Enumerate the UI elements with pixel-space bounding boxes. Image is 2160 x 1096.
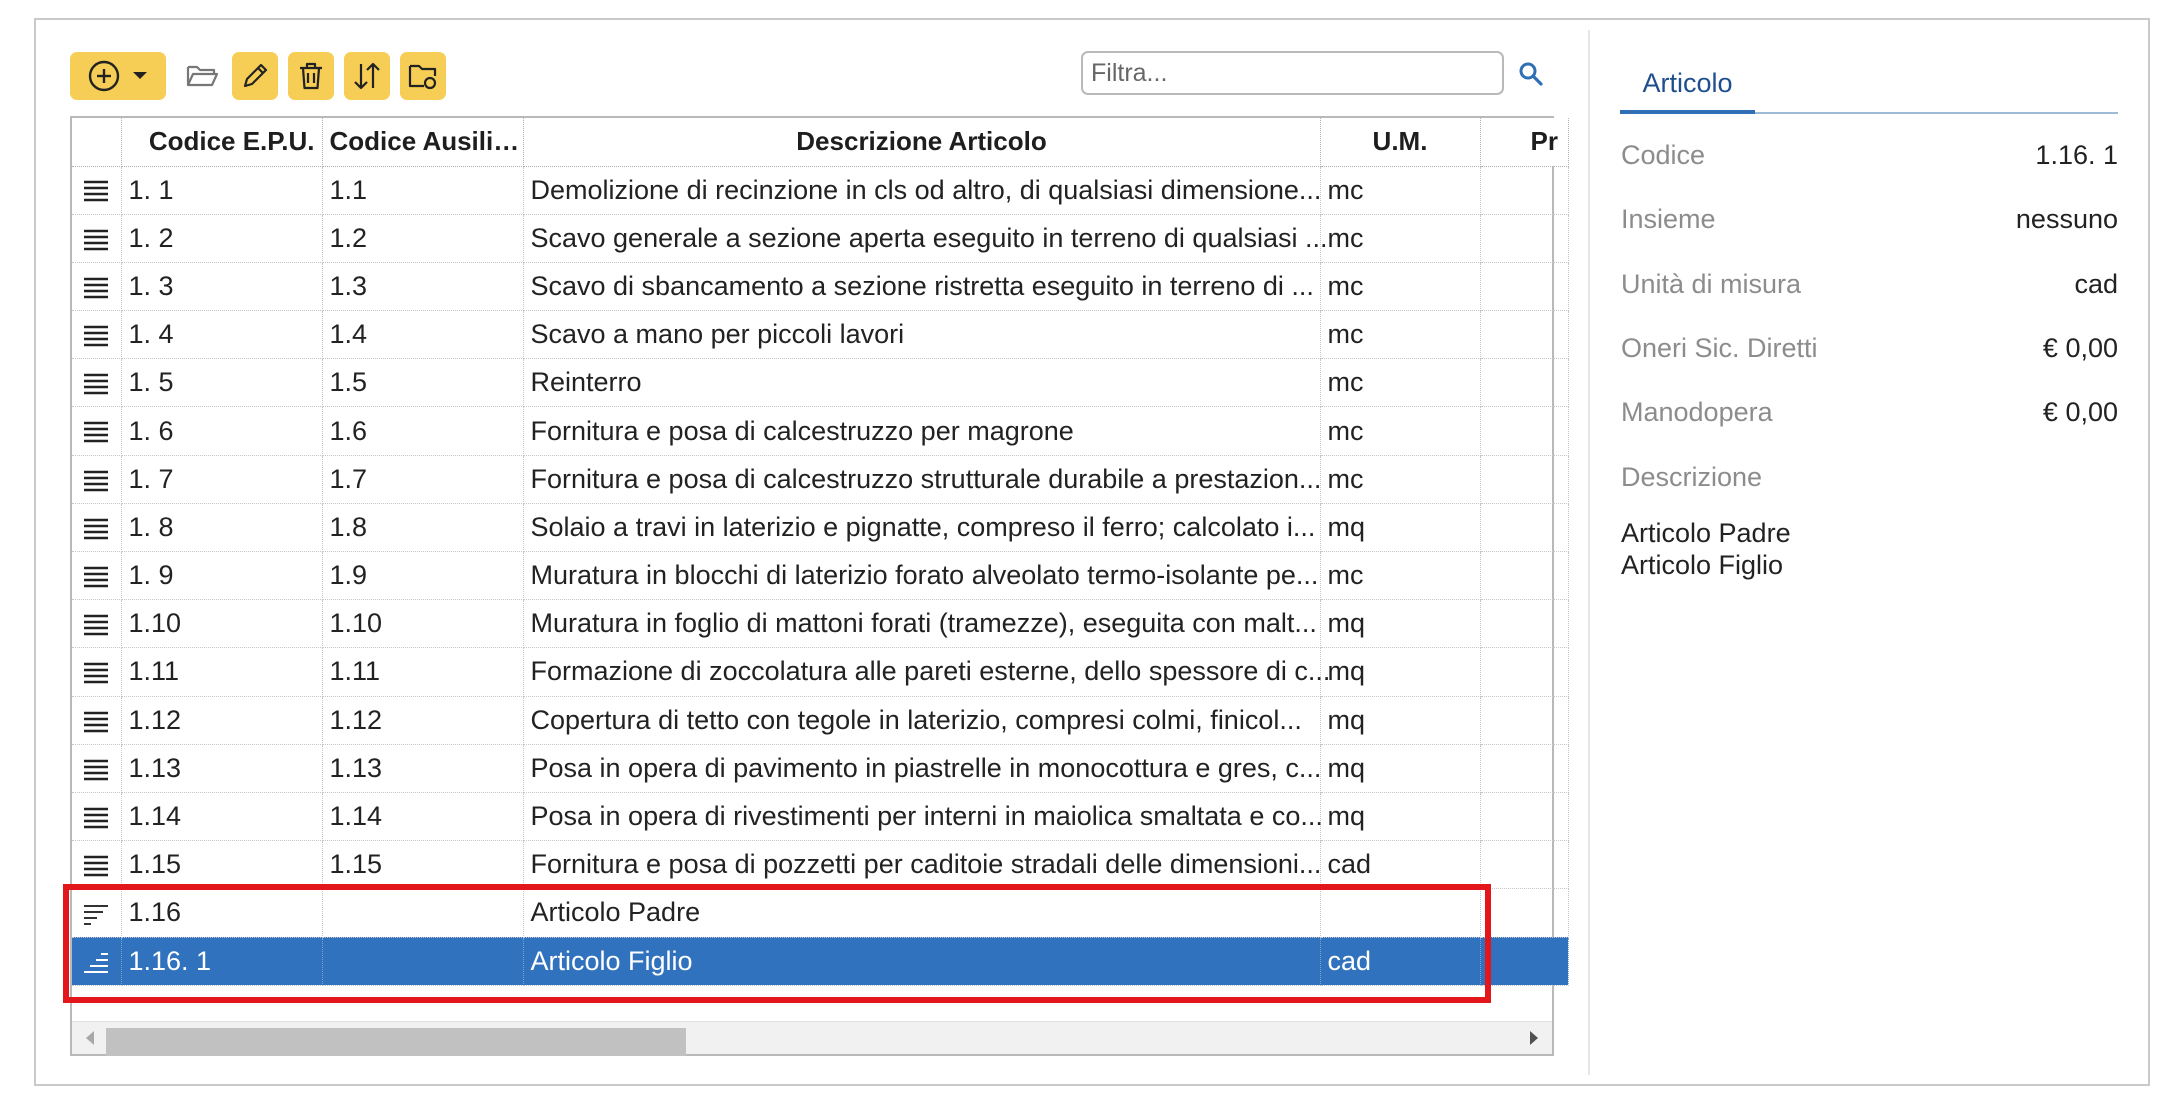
prop-value-insieme: nessuno [2015,204,2118,234]
article-icon [82,661,110,685]
description-label: Descrizione [1621,462,1763,492]
cell-codice-epu[interactable]: 1. 4 [121,311,322,359]
row-type-cell[interactable] [72,696,121,744]
cell-codice-ausiliario[interactable]: 1.11 [322,648,523,696]
cell-codice-ausiliario[interactable]: 1.7 [322,455,523,503]
cell-prezzo[interactable] [1480,937,1568,985]
delete-icon[interactable] [296,60,326,92]
cell-codice-ausiliario[interactable]: 1.6 [322,407,523,455]
header-prezzo[interactable]: Pr [1480,118,1568,166]
cell-descrizione[interactable]: Demolizione di recinzione in cls od altro, di qualsiasi dimensione... [523,166,1320,214]
row-type-cell[interactable] [72,311,121,359]
article-icon [82,517,110,541]
cell-descrizione[interactable]: Reinterro [523,359,1320,407]
cell-prezzo[interactable] [1480,889,1568,937]
cell-codice-epu[interactable]: 1.16 [121,889,322,937]
cell-codice-epu[interactable]: 1. 5 [121,359,322,407]
search-button[interactable] [1513,56,1549,92]
parent-article-icon [82,903,110,925]
cell-codice-ausiliario[interactable]: 1.2 [322,214,523,262]
row-type-cell[interactable] [72,214,121,262]
cell-um[interactable]: mc [1320,311,1480,359]
table-row[interactable] [72,455,1568,503]
cell-um[interactable]: mq [1320,744,1480,792]
table-row[interactable] [72,696,1568,744]
row-type-cell[interactable] [72,407,121,455]
header-codice-ausiliario[interactable]: Codice Ausili… [322,118,523,166]
cell-codice-ausiliario[interactable]: 1.1 [322,166,523,214]
cell-codice-epu[interactable]: 1. 2 [121,214,322,262]
cell-prezzo[interactable] [1480,166,1568,214]
header-codice-epu[interactable]: Codice E.P.U. [121,118,322,166]
row-type-cell[interactable] [72,648,121,696]
cell-descrizione[interactable]: Scavo generale a sezione aperta eseguito in terreno di qualsiasi ... [523,214,1320,262]
article-icon [82,613,110,637]
cell-codice-epu[interactable]: 1.14 [121,792,322,840]
articles-table [72,118,1569,986]
scrollbar-thumb[interactable] [106,1028,686,1056]
table-row[interactable] [72,600,1568,648]
row-type-cell[interactable] [72,503,121,551]
delete-button[interactable] [288,52,334,100]
folder-settings-button[interactable] [400,52,446,100]
row-type-cell[interactable] [72,792,121,840]
open-folder-button[interactable] [178,52,226,100]
folder-settings-icon[interactable] [407,61,439,91]
header-row [72,118,1568,166]
filter-input[interactable] [1081,51,1504,95]
cell-codice-epu[interactable]: 1. 9 [121,552,322,600]
cell-descrizione[interactable]: Muratura in foglio di mattoni forati (tramezze), eseguita con malt... [523,600,1320,648]
cell-codice-epu[interactable]: 1.16. 1 [121,937,322,985]
cell-descrizione[interactable]: Scavo di sbancamento a sezione ristretta eseguito in terreno di ... [523,262,1320,310]
article-icon [82,420,110,444]
cell-prezzo[interactable] [1480,503,1568,551]
cell-prezzo[interactable] [1480,407,1568,455]
article-icon [82,565,110,589]
table-row[interactable] [72,262,1568,310]
add-split-button[interactable] [70,52,166,100]
tab-active-indicator [1620,110,1755,114]
cell-descrizione[interactable]: Muratura in blocchi di laterizio forato alveolato termo-isolante pe... [523,552,1320,600]
description-line-2: Articolo Figlio [1621,550,1784,580]
cell-prezzo[interactable] [1480,262,1568,310]
prop-value-codice: 1.16. 1 [2035,140,2118,170]
cell-codice-epu[interactable]: 1. 7 [121,455,322,503]
add-icon[interactable] [87,59,121,93]
article-icon [82,179,110,203]
table-row[interactable] [72,503,1568,551]
cell-codice-ausiliario[interactable]: 1.3 [322,262,523,310]
dropdown-icon[interactable] [131,70,149,82]
cell-um[interactable]: mc [1320,455,1480,503]
panel-divider [1588,30,1590,1075]
child-article-icon [82,951,110,973]
table-row[interactable] [72,841,1568,889]
cell-um[interactable]: mq [1320,696,1480,744]
article-icon [82,469,110,493]
cell-codice-ausiliario[interactable]: 1.8 [322,503,523,551]
cell-prezzo[interactable] [1480,600,1568,648]
cell-prezzo[interactable] [1480,744,1568,792]
row-type-cell[interactable] [72,552,121,600]
cell-um[interactable]: mq [1320,503,1480,551]
cell-descrizione[interactable]: Fornitura e posa di calcestruzzo strutturale durabile a prestazion... [523,455,1320,503]
cell-descrizione[interactable]: Posa in opera di rivestimenti per interni in maiolica smaltata e co... [523,792,1320,840]
cell-um[interactable] [1320,889,1480,937]
cell-codice-epu[interactable]: 1.12 [121,696,322,744]
scroll-right-icon[interactable] [1530,1031,1538,1045]
cell-prezzo[interactable] [1480,552,1568,600]
table-row[interactable] [72,407,1568,455]
cell-codice-epu[interactable]: 1.10 [121,600,322,648]
cell-codice-epu[interactable]: 1.11 [121,648,322,696]
cell-um[interactable]: mq [1320,792,1480,840]
table-row[interactable] [72,166,1568,214]
article-icon [82,758,110,782]
prop-value-unita-misura: cad [2074,269,2118,299]
cell-codice-ausiliario[interactable]: 1.4 [322,311,523,359]
cell-prezzo[interactable] [1480,648,1568,696]
edit-icon[interactable] [239,60,271,92]
table-row[interactable] [72,214,1568,262]
articles-grid [70,116,1558,1056]
open-folder-icon[interactable] [185,61,219,91]
sort-icon[interactable] [351,60,383,92]
article-icon [82,276,110,300]
cell-descrizione[interactable]: Articolo Padre [523,889,1320,937]
cell-descrizione[interactable]: Copertura di tetto con tegole in laterizio, compresi colmi, finicol... [523,696,1320,744]
cell-um[interactable]: mc [1320,214,1480,262]
cell-um[interactable]: mc [1320,552,1480,600]
row-type-cell[interactable] [72,262,121,310]
prop-value-oneri: € 0,00 [2042,333,2118,363]
cell-codice-ausiliario[interactable]: 1.5 [322,359,523,407]
cell-codice-epu[interactable]: 1.15 [121,841,322,889]
cell-prezzo[interactable] [1480,359,1568,407]
description-line-1: Articolo Padre [1621,518,1791,548]
article-icon [82,854,110,878]
sort-button[interactable] [344,52,390,100]
header-icon-column [72,118,121,166]
cell-um[interactable]: mc [1320,359,1480,407]
row-type-cell[interactable] [72,841,121,889]
cell-codice-epu[interactable]: 1. 8 [121,503,322,551]
cell-um[interactable]: cad [1320,937,1480,985]
cell-um[interactable]: mc [1320,407,1480,455]
article-icon [82,372,110,396]
table-row[interactable] [72,744,1568,792]
cell-descrizione[interactable]: Fornitura e posa di calcestruzzo per magrone [523,407,1320,455]
cell-codice-epu[interactable]: 1. 6 [121,407,322,455]
cell-codice-ausiliario[interactable] [322,937,523,985]
cell-codice-ausiliario[interactable]: 1.14 [322,792,523,840]
row-type-cell[interactable] [72,889,121,937]
cell-codice-ausiliario[interactable]: 1.15 [322,841,523,889]
cell-descrizione[interactable]: Scavo a mano per piccoli lavori [523,311,1320,359]
table-row[interactable] [72,648,1568,696]
prop-label-unita-misura: Unità di misura [1621,269,1802,299]
cell-prezzo[interactable] [1480,455,1568,503]
table-row[interactable] [72,889,1568,937]
prop-label-manodopera: Manodopera [1621,397,1773,427]
cell-descrizione[interactable]: Fornitura e posa di pozzetti per caditoie stradali delle dimensioni... [523,841,1320,889]
grid-body [72,166,1568,985]
cell-codice-ausiliario[interactable]: 1.9 [322,552,523,600]
table-row[interactable] [72,311,1568,359]
cell-prezzo[interactable] [1480,841,1568,889]
cell-prezzo[interactable] [1480,696,1568,744]
prop-label-oneri: Oneri Sic. Diretti [1621,333,1818,363]
cell-um[interactable]: mc [1320,166,1480,214]
cell-codice-ausiliario[interactable]: 1.10 [322,600,523,648]
cell-um[interactable]: mc [1320,262,1480,310]
table-row[interactable] [72,552,1568,600]
cell-prezzo[interactable] [1480,792,1568,840]
article-icon [82,228,110,252]
row-type-cell[interactable] [72,359,121,407]
article-icon [82,806,110,830]
cell-prezzo[interactable] [1480,214,1568,262]
cell-codice-ausiliario[interactable]: 1.12 [322,696,523,744]
cell-codice-epu[interactable]: 1. 3 [121,262,322,310]
row-type-cell[interactable] [72,744,121,792]
cell-descrizione[interactable]: Articolo Figlio [523,937,1320,985]
table-row[interactable] [72,359,1568,407]
row-type-cell[interactable] [72,937,121,985]
cell-um[interactable]: mq [1320,600,1480,648]
cell-descrizione[interactable]: Solaio a travi in laterizio e pignatte, compreso il ferro; calcolato i... [523,503,1320,551]
cell-descrizione[interactable]: Formazione di zoccolatura alle pareti esterne, dello spessore di c... [523,648,1320,696]
cell-um[interactable]: mq [1320,648,1480,696]
row-type-cell[interactable] [72,600,121,648]
prop-value-manodopera: € 0,00 [2042,397,2118,427]
search-icon[interactable] [1518,61,1544,87]
prop-label-insieme: Insieme [1621,204,1716,234]
article-icon [82,324,110,348]
cell-codice-epu[interactable]: 1. 1 [121,166,322,214]
table-row[interactable] [72,937,1568,985]
horizontal-scrollbar[interactable] [72,1021,1552,1054]
article-icon [82,710,110,734]
row-type-cell[interactable] [72,166,121,214]
cell-codice-ausiliario[interactable] [322,889,523,937]
header-descrizione[interactable]: Descrizione Articolo [523,118,1320,166]
scroll-left-icon[interactable] [86,1031,94,1045]
header-um[interactable]: U.M. [1320,118,1480,166]
prop-label-codice: Codice [1621,140,1706,170]
edit-button[interactable] [232,52,278,100]
cell-codice-epu[interactable]: 1.13 [121,744,322,792]
cell-descrizione[interactable]: Posa in opera di pavimento in piastrelle in monocottura e gres, c... [523,744,1320,792]
table-row[interactable] [72,792,1568,840]
cell-um[interactable]: cad [1320,841,1480,889]
tab-articolo[interactable]: Articolo [1642,68,1733,98]
cell-prezzo[interactable] [1480,311,1568,359]
cell-codice-ausiliario[interactable]: 1.13 [322,744,523,792]
row-type-cell[interactable] [72,455,121,503]
